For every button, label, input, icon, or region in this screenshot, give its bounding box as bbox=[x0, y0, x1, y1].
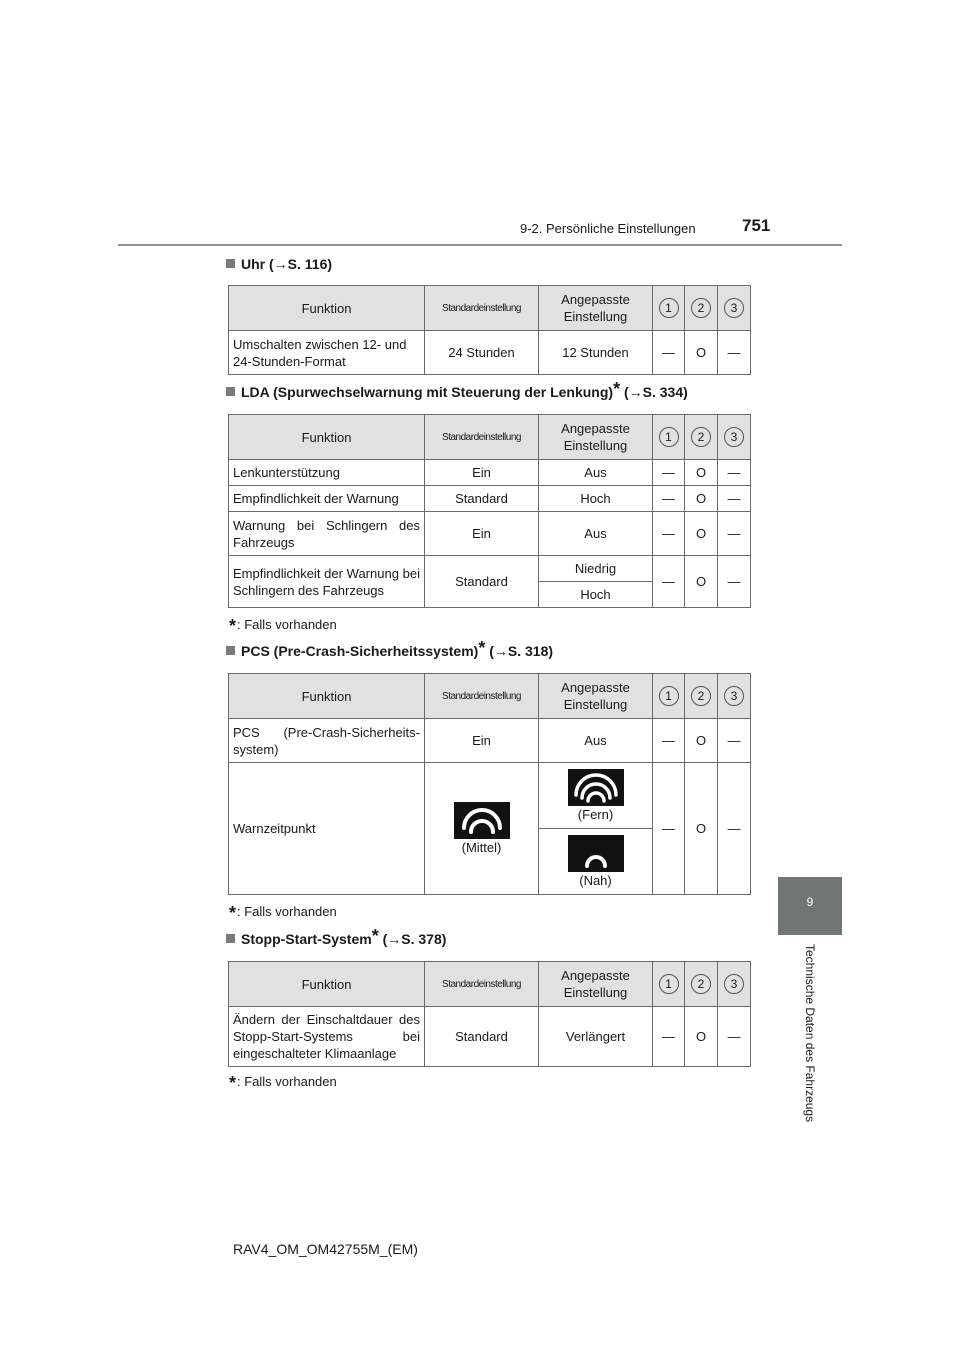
cell-custom: Hoch bbox=[539, 582, 653, 608]
icon-caption-mittel: (Mittel) bbox=[461, 839, 502, 855]
bullet-square-icon bbox=[226, 259, 235, 268]
cell-funktion: Lenkunterstützung bbox=[229, 460, 425, 486]
settings-table-pcs bbox=[228, 673, 751, 895]
cell-standard: Standard bbox=[425, 1007, 539, 1067]
col-header-standard: Standardeinstellung bbox=[425, 674, 539, 719]
col-header-1: 1 bbox=[653, 962, 685, 1007]
col-header-3: 3 bbox=[718, 962, 751, 1007]
settings-table-stopp-start bbox=[228, 961, 751, 1067]
col-header-funktion: Funktion bbox=[229, 415, 425, 460]
col-header-1: 1 bbox=[653, 674, 685, 719]
table-row bbox=[229, 1007, 751, 1067]
cell-mark-2: O bbox=[685, 763, 718, 895]
bullet-square-icon bbox=[226, 387, 235, 396]
col-header-2: 2 bbox=[685, 674, 718, 719]
cell-mark-2: O bbox=[685, 556, 718, 608]
cell-custom-icon bbox=[539, 829, 653, 895]
cell-mark-3: — bbox=[718, 460, 751, 486]
cell-standard: Ein bbox=[425, 719, 539, 763]
cell-mark-3: — bbox=[718, 763, 751, 895]
chapter-tab[interactable] bbox=[778, 877, 842, 935]
col-header-funktion: Funktion bbox=[229, 286, 425, 331]
cell-mark-3: — bbox=[718, 719, 751, 763]
cell-standard: Standard bbox=[425, 556, 539, 608]
cell-mark-1: — bbox=[653, 1007, 685, 1067]
col-header-2: 2 bbox=[685, 415, 718, 460]
header-section-title: 9-2. Persönliche Einstellungen bbox=[520, 221, 696, 236]
cell-mark-3: — bbox=[718, 1007, 751, 1067]
cell-custom: Verlängert bbox=[539, 1007, 653, 1067]
cell-standard-icon bbox=[425, 763, 539, 895]
pcs-medium-arc-icon bbox=[454, 802, 510, 839]
col-header-standard: Standardeinstellung bbox=[425, 286, 539, 331]
section-title-pcs: PCS (Pre-Crash-Sicherheitssystem)* (→S. 318) bbox=[226, 643, 553, 659]
section-title-stopp-start: Stopp-Start-System* (→S. 378) bbox=[226, 931, 446, 947]
cell-custom: Niedrig bbox=[539, 556, 653, 582]
cell-mark-2: O bbox=[685, 719, 718, 763]
cell-mark-1: — bbox=[653, 556, 685, 608]
col-header-custom: Angepasste Einstellung bbox=[539, 286, 653, 331]
col-header-standard: Standardeinstellung bbox=[425, 415, 539, 460]
col-header-1: 1 bbox=[653, 415, 685, 460]
cell-mark-1: — bbox=[653, 512, 685, 556]
settings-table-lda bbox=[228, 414, 751, 608]
cell-funktion: Warnzeitpunkt bbox=[229, 763, 425, 895]
col-header-custom: Angepasste Einstellung bbox=[539, 674, 653, 719]
cell-custom: Aus bbox=[539, 460, 653, 486]
col-header-3: 3 bbox=[718, 674, 751, 719]
cell-mark-2: O bbox=[685, 331, 718, 375]
cell-standard: Ein bbox=[425, 460, 539, 486]
cell-funktion: Empfindlichkeit der Warnung bei Schlingern des Fahrzeugs bbox=[229, 556, 425, 608]
col-header-funktion: Funktion bbox=[229, 674, 425, 719]
cell-mark-3: — bbox=[718, 486, 751, 512]
cell-mark-2: O bbox=[685, 460, 718, 486]
cell-mark-1: — bbox=[653, 763, 685, 895]
cell-mark-1: — bbox=[653, 331, 685, 375]
table-row bbox=[229, 460, 751, 486]
footnote-stopp-start: *: Falls vorhanden bbox=[229, 1073, 337, 1093]
cell-funktion: Umschalten zwischen 12- und 24-Stunden-Format bbox=[229, 331, 425, 375]
icon-caption-fern: (Fern) bbox=[577, 806, 614, 822]
cell-mark-1: — bbox=[653, 460, 685, 486]
cell-mark-2: O bbox=[685, 486, 718, 512]
cell-mark-2: O bbox=[685, 1007, 718, 1067]
col-header-funktion: Funktion bbox=[229, 962, 425, 1007]
footnote-lda: *: Falls vorhanden bbox=[229, 616, 337, 636]
table-row bbox=[229, 556, 751, 582]
table-row bbox=[229, 512, 751, 556]
bullet-square-icon bbox=[226, 646, 235, 655]
section-title-lda: LDA (Spurwechselwarnung mit Steuerung der Lenkung)* (→S. 334) bbox=[226, 384, 688, 400]
icon-caption-nah: (Nah) bbox=[579, 872, 612, 888]
header-rule bbox=[118, 244, 842, 246]
cell-funktion: Empfindlichkeit der Warnung bbox=[229, 486, 425, 512]
cell-custom-icon bbox=[539, 763, 653, 829]
table-row bbox=[229, 719, 751, 763]
cell-custom: Aus bbox=[539, 512, 653, 556]
col-header-1: 1 bbox=[653, 286, 685, 331]
table-row bbox=[229, 486, 751, 512]
cell-standard: 24 Stunden bbox=[425, 331, 539, 375]
table-row bbox=[229, 763, 751, 829]
cell-mark-3: — bbox=[718, 556, 751, 608]
cell-custom: 12 Stunden bbox=[539, 331, 653, 375]
cell-mark-3: — bbox=[718, 331, 751, 375]
cell-custom: Aus bbox=[539, 719, 653, 763]
bullet-square-icon bbox=[226, 934, 235, 943]
cell-mark-1: — bbox=[653, 719, 685, 763]
cell-funktion: Ändern der Einschaltdauer des Stopp-Start-Systems bei eingeschalteter Klimaanlage bbox=[229, 1007, 425, 1067]
pcs-far-arcs-icon bbox=[568, 769, 624, 806]
cell-funktion: Warnung bei Schlingern des Fahrzeugs bbox=[229, 512, 425, 556]
footnote-pcs: *: Falls vorhanden bbox=[229, 903, 337, 923]
chapter-side-label: Technische Daten des Fahrzeugs bbox=[803, 944, 817, 1123]
cell-standard: Standard bbox=[425, 486, 539, 512]
col-header-custom: Angepasste Einstellung bbox=[539, 415, 653, 460]
section-title-uhr: Uhr (→S. 116) bbox=[226, 256, 332, 272]
cell-custom: Hoch bbox=[539, 486, 653, 512]
col-header-2: 2 bbox=[685, 962, 718, 1007]
col-header-2: 2 bbox=[685, 286, 718, 331]
col-header-custom: Angepasste Einstellung bbox=[539, 962, 653, 1007]
cell-standard: Ein bbox=[425, 512, 539, 556]
chapter-number: 9 bbox=[806, 895, 814, 909]
col-header-3: 3 bbox=[718, 286, 751, 331]
pcs-near-arc-icon bbox=[568, 835, 624, 872]
cell-funktion: PCS (Pre-Crash-Sicherheits-system) bbox=[229, 719, 425, 763]
table-row bbox=[229, 331, 751, 375]
col-header-3: 3 bbox=[718, 415, 751, 460]
cell-mark-1: — bbox=[653, 486, 685, 512]
document-code: RAV4_OM_OM42755M_(EM) bbox=[233, 1241, 418, 1257]
settings-table-uhr bbox=[228, 285, 751, 375]
page-number: 751 bbox=[742, 216, 771, 235]
cell-mark-2: O bbox=[685, 512, 718, 556]
col-header-standard: Standardeinstellung bbox=[425, 962, 539, 1007]
cell-mark-3: — bbox=[718, 512, 751, 556]
